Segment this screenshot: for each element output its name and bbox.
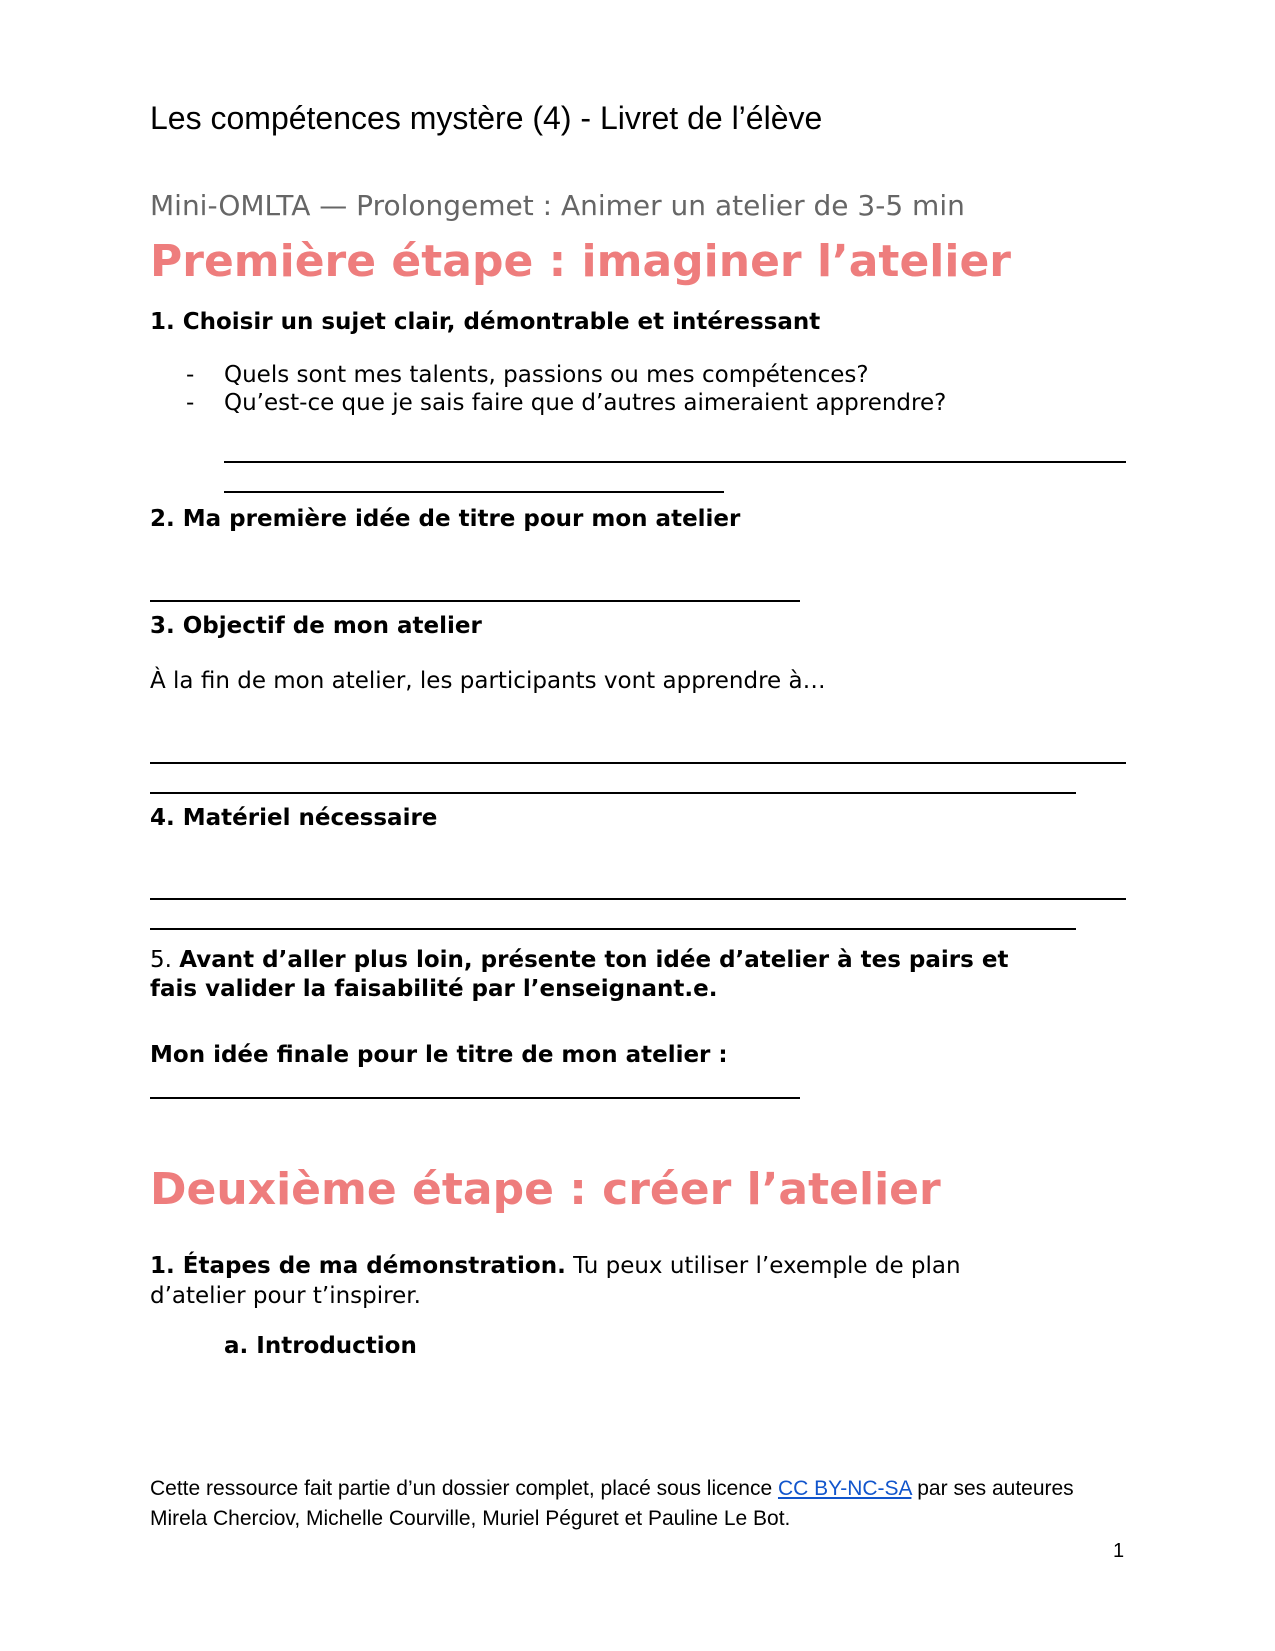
answer-line[interactable] <box>150 1097 800 1099</box>
question-3-title: 3. Objectif de mon atelier <box>150 613 482 639</box>
footer-license-line <box>150 1477 1074 1501</box>
answer-line[interactable] <box>224 491 724 493</box>
answer-line[interactable] <box>150 600 800 602</box>
question-5-line-1 <box>150 947 1008 973</box>
bullet-item: Quels sont mes talents, passions ou mes compétences? <box>224 362 869 388</box>
footer-authors: Mirela Cherciov, Michelle Courville, Muriel Péguret et Pauline Le Bot. <box>150 1507 791 1530</box>
question-4-title: 4. Matériel nécessaire <box>150 805 438 831</box>
bullet-item: Qu’est-ce que je sais faire que d’autres aimeraient apprendre? <box>224 390 947 416</box>
step-1-line-2: d’atelier pour t’inspirer. <box>150 1283 421 1309</box>
section-heading-first-step: Première étape : imaginer l’atelier <box>150 236 1012 287</box>
document-header-title: Les compétences mystère (4) - Livret de l’élève <box>150 100 823 136</box>
step-1-title: 1. Étapes de ma démonstration. <box>150 1253 566 1279</box>
step-1-line-1 <box>150 1253 961 1279</box>
bullet-marker: - <box>186 390 195 416</box>
answer-line[interactable] <box>150 792 1076 794</box>
answer-line[interactable] <box>150 898 1126 900</box>
question-3-prompt: À la fin de mon atelier, les participants vont apprendre à… <box>150 668 826 694</box>
answer-line[interactable] <box>150 928 1076 930</box>
question-5-line-2: fais valider la faisabilité par l’enseignant.e. <box>150 976 718 1002</box>
footer-text: par ses auteures <box>911 1477 1074 1500</box>
sub-item-introduction: a. Introduction <box>224 1333 417 1359</box>
final-title-label: Mon idée finale pour le titre de mon atelier : <box>150 1042 728 1068</box>
question-5-text: Avant d’aller plus loin, présente ton idée d’atelier à tes pairs et <box>179 947 1009 973</box>
license-link[interactable]: CC BY-NC-SA <box>777 1477 912 1500</box>
answer-line[interactable] <box>224 461 1126 463</box>
document-subtitle: Mini-OMLTA — Prolongemet : Animer un atelier de 3-5 min <box>150 189 965 222</box>
step-1-text: Tu peux utiliser l’exemple de plan <box>565 1253 961 1279</box>
bullet-marker: - <box>186 362 195 388</box>
question-2-title: 2. Ma première idée de titre pour mon atelier <box>150 506 741 532</box>
section-heading-second-step: Deuxième étape : créer l’atelier <box>150 1164 941 1215</box>
question-5-number: 5. <box>150 947 180 973</box>
answer-line[interactable] <box>150 762 1126 764</box>
question-1-title: 1. Choisir un sujet clair, démontrable et intéressant <box>150 309 821 335</box>
page-number: 1 <box>1113 1540 1125 1562</box>
footer-text: Cette ressource fait partie d’un dossier complet, placé sous licence <box>150 1477 778 1500</box>
